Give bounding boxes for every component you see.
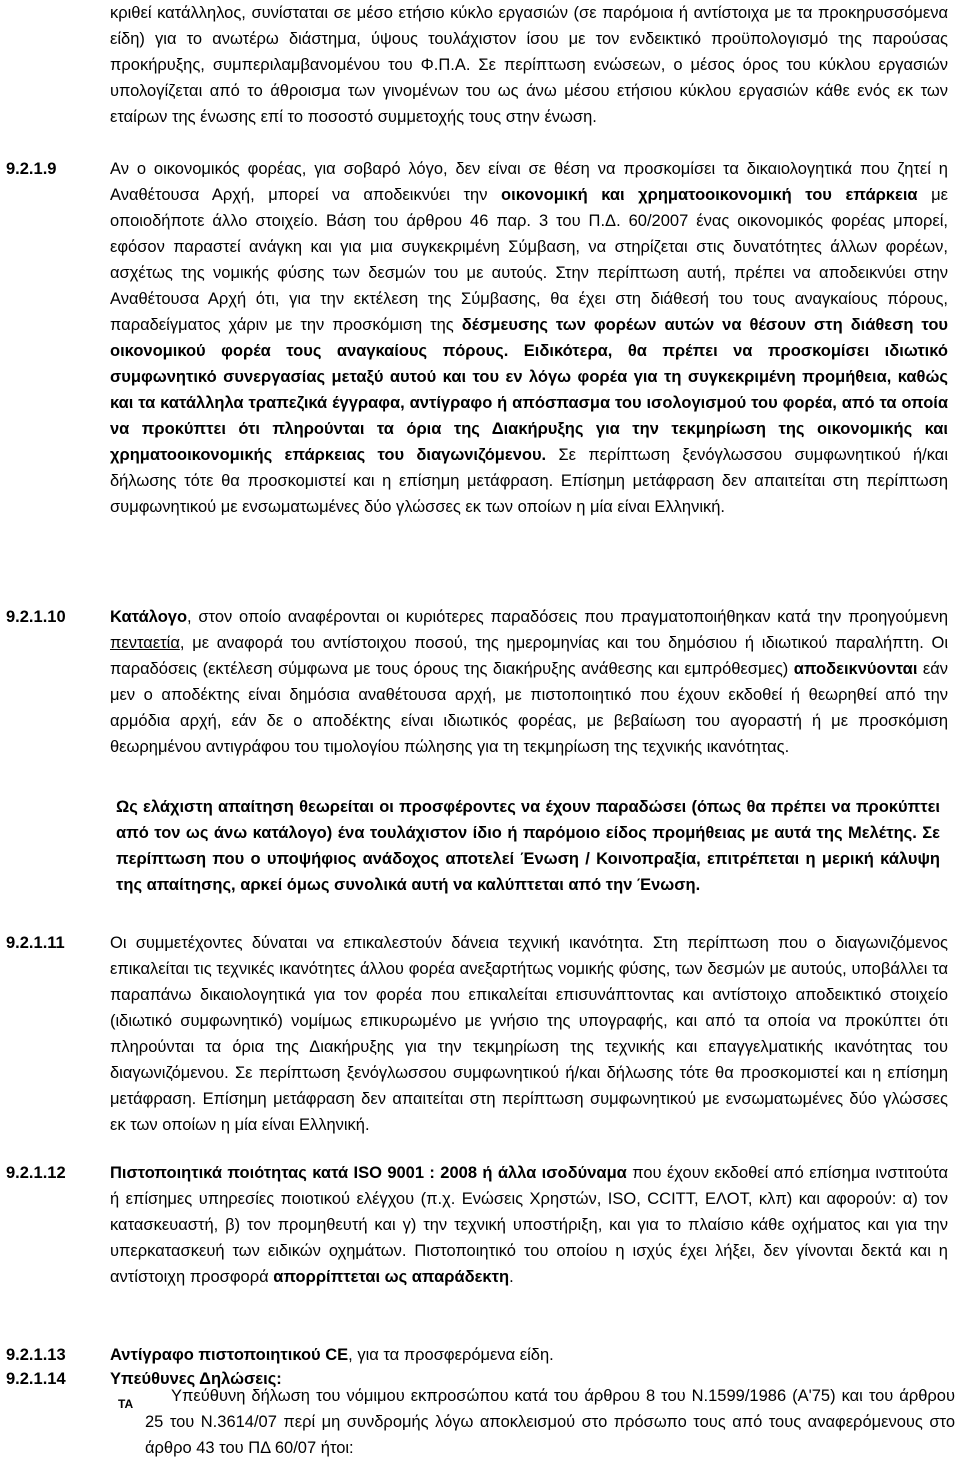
paragraph-text: Υπεύθυνη δήλωση του νόμιμου εκπροσώπου κατά του άρθρου 8 του Ν.1599/1986 (Α'75) και του άρθρου 25 του Ν.3614/07 περί μη συνδρομής λόγω αποκλεισμού στο πρόσωπο τους από τους αναφερόμενους στο άρθρο 43 του ΠΔ 60/07 ήτοι: [145, 1387, 955, 1457]
paragraph-text: Κατάλογο, στον οποίο αναφέρονται οι κυριότερες παραδόσεις που πραγματοποιήθηκαν κατά την προηγούμενη πενταετία, με αναφορά του αντίστοιχου ποσού, της ημερομηνίας και του δημόσιου ή ιδιωτικού παραλήπτη. Οι παραδόσεις (εκτέλεση σύμφωνα με τους όρους της διακήρυξης ανάθεσης και εμπρόθεσμες) αποδεικνύονται εάν μεν ο αποδέκτης είναι δημόσια αναθέτουσα αρχή, με πιστοποιητικό που έχουν εκδοθεί ή θεωρηθεί από την αρμόδια αρχή, εάν δε ο αποδέκτης είναι ιδιωτικός φορέας, με βεβαίωση του αγοραστή ή με προσκόμιση θεωρημένου αντιγράφου του τιμολογίου πώλησης για τη τεκμηρίωση της τεχνικής ικανότητας. [110, 608, 948, 756]
paragraph-text: Πιστοποιητικά ποιότητας κατά ISO 9001 : 2008 ή άλλα ισοδύναμα που έχουν εκδοθεί από επίσημα ινστιτούτα ή επίσημες υπηρεσίες ποιοτικού ελέγχου (π.χ. Ενώσεις Χρηστών, ISO, CCITT, ΕΛΟΤ, κλπ) και αφορούν: α) τον κατασκευαστή, β) τον προμηθευτή και γ) την τεχνική υποστήριξη, και για το πλαίσιο κάθε οχήματος και για την υπερκατασκευή των ειδικών οχημάτων. Πιστοποιητικό του οποίου η ισχύς έχει λήξει, δεν γίνονται δεκτά και η αντίστοιχη προσφορά απορρίπτεται ως απαράδεκτη. [110, 1164, 948, 1286]
paragraph-text: Οι συμμετέχοντες δύναται να επικαλεστούν δάνεια τεχνική ικανότητα. Στη περίπτωση που ο διαγωνιζόμενος επικαλείται τις τεχνικές ικανότητες άλλου φορέα ανεξαρτήτως νομικής φύσης, των δεσμών με αυτούς, υποβάλλει τα παραπάνω δικαιολογητικά για τον φορέα που επικαλείται επισυνάπτοντας και αντίστοιχο αποδεικτικό στοιχείο (ιδιωτικό συμφωνητικό) νομίμως επικυρωμένο με γνήσιο της υπογραφής, και από τα οποία να προκύπτει ότι πληρούνται τα όρια της Διακήρυξης για την τεκμηρίωση της τεχνικής και επαγγελματικής ικανότητας του διαγωνιζόμενου. Σε περίπτωση ξενόγλωσσου συμφωνητικού ή/και δήλωσης τότε θα προσκομιστεί και η επίσημη μετάφραση. Επίσημη μετάφραση δεν απαιτείται στη περίπτωση συμφωνητικού με ενσωματωμένες δύο γλώσσες εκ των οποίων η μία είναι Ελληνική. [110, 934, 948, 1134]
minimum-requirement-text: Ως ελάχιστη απαίτηση θεωρείται οι προσφέροντες να έχουν παραδώσει (όπως θα πρέπει να προκύπτει από τον ως άνω κατάλογο) ένα τουλάχιστον ίδιο ή παρόμοιο είδος προμήθειας με αυτά της Μελέτης. Σε περίπτωση που ο υποψήφιος ανάδοχος αποτελεί Ένωση / Κοινοπραξία, επιτρέπεται η μερική κάλυψη της απαίτησης, αρκεί όμως συνολικά αυτή να καλύπτεται από την Ένωση. [116, 798, 940, 894]
section-number: 9.2.1.14 [6, 1370, 66, 1388]
section-number: 9.2.1.10 [6, 608, 66, 626]
section-number: 9.2.1.12 [6, 1164, 66, 1182]
section-number: 9.2.1.11 [6, 934, 65, 952]
paragraph-text: κριθεί κατάλληλος, συνίσταται σε μέσο ετήσιο κύκλο εργασιών (σε παρόμοια ή αντίστοιχα με τα προκηρυσσόμενα είδη) για το ανωτέρω διάστημα, ύψους τουλάχιστον ίσου με τον ενδεικτικό προϋπολογισμό της παρούσας προκήρυξης, συμπεριλαμβανομένου του Φ.Π.Α. Σε περίπτωση ενώσεων, ο μέσος όρος του κύκλου εργασιών υπολογίζεται από το άθροισμα των γινομένων του ως άνω μέσου ετήσιου κύκλου εργασιών κάθε ενός εκ των εταίρων της ένωσης επί το ποσοστό συμμετοχής τους στην ένωση. [110, 4, 948, 126]
section-number: 9.2.1.9 [6, 160, 57, 178]
paragraph-text: Αν ο οικονομικός φορέας, για σοβαρό λόγο, δεν είναι σε θέση να προσκομίσει τα δικαιολογητικά που ζητεί η Αναθέτουσα Αρχή, μπορεί να αποδεικνύει την οικονομική και χρηματοοικονομική του επάρκεια με οποιοδήποτε άλλο στοιχείο. Βάση του άρθρου 46 παρ. 3 του Π.Δ. 60/2007 ένας οικονομικός φορέας μπορεί, εφόσον παραστεί ανάγκη και για μια συγκεκριμένη Σύμβαση, να στηρίζεται στις δυνατότητες άλλων φορέων, ασχέτως της νομικής φύσης των δεσμών του με αυτούς. Στην περίπτωση αυτή, πρέπει να αποδεικνύει στην Αναθέτουσα Αρχή ότι, για την εκτέλεση της Σύμβασης, θα έχει στη διάθεσή του τους αναγκαίους πόρους, παραδείγματος χάριν με την προσκόμιση της δέσμευσης των φορέων αυτών να θέσουν στη διάθεση του οικονομικού φορέα τους αναγκαίους πόρους. Ειδικότερα, θα πρέπει να προσκομίσει ιδιωτικό συμφωνητικό συνεργασίας μεταξύ αυτού και του εν λόγω φορέα για τη συγκεκριμένη προμήθεια, καθώς και τα κατάλληλα τραπεζικά έγγραφα, αντίγραφο ή απόσπασμα του ισολογισμού του φορέα, από τα οποία να προκύπτει ότι πληρούνται τα όρια της Διακήρυξης για την τεκμηρίωση της οικονομικής και χρηματοοικονομικής επάρκειας του διαγωνιζόμενου. Σε περίπτωση ξενόγλωσσου συμφωνητικού ή/και δήλωσης τότε θα προσκομιστεί και η επίσημη μετάφραση. Επίσημη μετάφραση δεν απαιτείται στη περίπτωση συμφωνητικού με ενσωματωμένες δύο γλώσσες εκ των οποίων η μία είναι Ελληνική. [110, 160, 948, 516]
section-number: 9.2.1.13 [6, 1346, 66, 1364]
paragraph-text: Αντίγραφο πιστοποιητικού CE, για τα προσφερόμενα είδη. [110, 1346, 554, 1364]
bullet-marker: ΤΑ [118, 1397, 134, 1411]
paragraph-text: Υπεύθυνες Δηλώσεις: [110, 1370, 282, 1388]
